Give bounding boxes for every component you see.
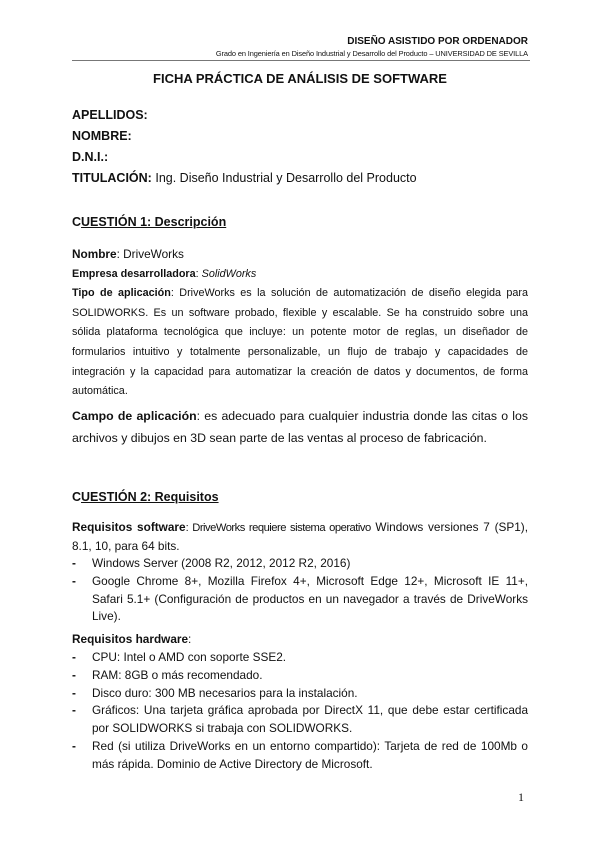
q1-description xyxy=(72,245,528,449)
apellidos-label: APELLIDOS: xyxy=(72,108,148,122)
list-item-text: Gráficos: Una tarjeta gráfica aprobada por DirectX 11, que debe estar certificada por SOLIDWORKS si trabaja con SOLIDWORKS. xyxy=(92,703,528,736)
separator: : xyxy=(188,632,192,646)
nombre-field xyxy=(72,129,132,143)
section-heading-q2 xyxy=(72,490,219,504)
campo-value: : es adecuado para cualquier industria donde las citas o los archivos y dibujos en 3D sean parte de las ventas al proceso de fabricación. xyxy=(72,408,528,445)
heading-text: UESTIÓN 1: Descripción xyxy=(81,215,227,229)
bullet-dash: - xyxy=(72,556,76,570)
page-title: FICHA PRÁCTICA DE ANÁLISIS DE SOFTWARE xyxy=(153,71,447,86)
page-number: 1 xyxy=(518,790,524,804)
list-item-text: Red (si utiliza DriveWorks en un entorno compartido): Tarjeta de red de 100Mb o más rápida. Dominio de Active Directory de Microsoft. xyxy=(92,738,528,771)
list-item xyxy=(72,685,528,703)
nombre-label: NOMBRE: xyxy=(72,129,132,143)
nombre-line xyxy=(72,245,528,265)
heading-initial: C xyxy=(72,490,82,504)
bullet-dash: - xyxy=(72,667,76,682)
empresa-label: Empresa desarrolladora xyxy=(72,267,196,280)
titulacion-label: TITULACIÓN: xyxy=(72,171,152,185)
separator: : xyxy=(195,267,202,280)
section-heading-q1 xyxy=(72,215,226,229)
list-item-text: Google Chrome 8+, Mozilla Firefox 4+, Microsoft Edge 12+, Microsoft IE 11+, Safari 5.1+ (Configuración de productos en un navegador a través de DriveWorks Live). xyxy=(92,573,528,624)
nombre-label: Nombre xyxy=(72,247,117,261)
header-subtitle: Grado en Ingeniería en Diseño Industrial y Desarrollo del Producto – UNIVERSIDAD DE SEVILLA xyxy=(215,49,528,58)
software-list xyxy=(72,555,528,626)
hardware-list xyxy=(72,649,528,774)
software-text: Windows versiones 7 (SP1), 8.1, 10, para 64 bits. xyxy=(72,520,528,553)
list-item-text: Disco duro: 300 MB necesarios para la instalación. xyxy=(92,685,358,700)
software-label: Requisitos software xyxy=(72,520,186,534)
tipo-label: Tipo de aplicación xyxy=(72,287,171,300)
hardware-heading xyxy=(72,631,528,649)
list-item xyxy=(72,738,528,774)
list-item xyxy=(72,649,528,667)
tipo-value: : DriveWorks es la solución de automatización de diseño elegida para SOLIDWORKS. Es un software probado, flexible y escalable. Se ha construido sobre una sólida plataforma tecnológica que incluye: un potente motor de reglas, un diseñador de formularios intuitivo y totalmente personalizable, un flujo de trabajo y capacidades de integración y la capacidad para automatizar la creación de datos y documentos, de forma automática. xyxy=(72,287,529,398)
hardware-label: Requisitos hardware xyxy=(72,632,189,646)
list-item-text: Windows Server (2008 R2, 2012, 2012 R2, 2016) xyxy=(92,556,351,570)
list-item-text: CPU: Intel o AMD con soporte SSE2. xyxy=(92,650,287,664)
list-item xyxy=(72,573,528,626)
titulacion-field xyxy=(72,171,417,185)
tipo-paragraph xyxy=(72,284,528,402)
list-item xyxy=(72,702,528,738)
software-requirements xyxy=(72,519,528,556)
empresa-line xyxy=(72,265,528,285)
titulacion-value: Ing. Diseño Industrial y Desarrollo del Producto xyxy=(155,171,417,185)
nombre-value: : DriveWorks xyxy=(116,247,184,261)
list-item xyxy=(72,555,528,573)
dni-field xyxy=(72,150,108,164)
heading-text: UESTIÓN 2: Requisitos xyxy=(81,490,219,504)
course-title: DISEÑO ASISTIDO POR ORDENADOR xyxy=(347,36,528,47)
apellidos-field xyxy=(72,108,148,122)
software-text-condensed: : DriveWorks requiere sistema operativo xyxy=(185,522,371,534)
bullet-dash: - xyxy=(72,650,76,664)
bullet-dash: - xyxy=(72,703,76,718)
campo-label: Campo de aplicación xyxy=(72,408,197,423)
list-item-text: RAM: 8GB o más recomendado. xyxy=(92,667,263,682)
empresa-value: SolidWorks xyxy=(201,267,257,280)
bullet-dash: - xyxy=(72,685,76,700)
header-divider xyxy=(72,60,530,61)
list-item xyxy=(72,667,528,685)
bullet-dash: - xyxy=(72,738,76,753)
heading-initial: C xyxy=(72,215,82,229)
bullet-dash: - xyxy=(72,573,76,588)
campo-paragraph xyxy=(72,405,528,449)
dni-label: D.N.I.: xyxy=(72,150,109,164)
